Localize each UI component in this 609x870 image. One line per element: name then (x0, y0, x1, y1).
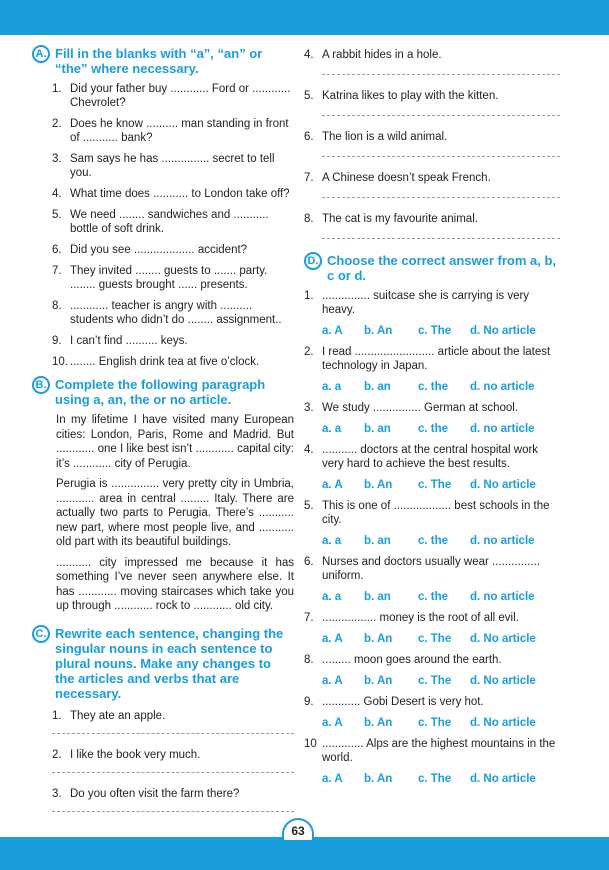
answer-option[interactable]: b. An (364, 633, 393, 645)
paragraph: ........... city impressed me because it has something I’ve never seen anywhere else. It has ............ moving staircases which take you up through ............ rock to ............ old city. (56, 556, 294, 612)
answer-option[interactable]: a. A (322, 479, 343, 491)
answer-option[interactable]: d. No article (470, 479, 536, 491)
item-number: 2. (304, 346, 314, 358)
list-item (304, 443, 560, 471)
answer-line[interactable] (322, 115, 560, 116)
answer-options (322, 674, 560, 688)
list-item (52, 152, 294, 180)
answer-option[interactable]: d. No article (470, 717, 536, 729)
item-number: 3. (52, 787, 62, 800)
answer-option[interactable]: d. No article (470, 633, 536, 645)
item-number: 2. (52, 748, 62, 761)
list-item (304, 653, 560, 667)
list-item (304, 345, 560, 373)
item-number: 4. (304, 444, 314, 456)
answer-options (322, 632, 560, 646)
answer-option[interactable]: b. An (364, 675, 393, 687)
list-item (304, 289, 560, 317)
section-a-list (32, 82, 294, 369)
section-b-title: Complete the following paragraph using a, an, the or no article. (55, 377, 266, 407)
answer-option[interactable]: d. no article (470, 423, 535, 435)
item-number: 1. (52, 709, 62, 722)
list-item (304, 695, 560, 709)
item-number: 3. (304, 402, 314, 414)
item-text: We study ............... German at school. (322, 402, 518, 414)
list-item (304, 171, 560, 185)
list-item (52, 187, 294, 201)
list-item (52, 748, 294, 762)
item-number: 10. (52, 356, 68, 368)
answer-option[interactable]: a. a (322, 591, 342, 603)
answer-option[interactable]: a. a (322, 381, 342, 393)
item-text: Do you often visit the farm there? (70, 787, 240, 800)
item-number: 8. (52, 300, 62, 312)
answer-option[interactable]: a. A (322, 325, 343, 337)
answer-option[interactable]: b. An (364, 325, 393, 337)
item-text: They invited ........ guests to ....... party. ........ guests brought ...... presents. (70, 265, 268, 291)
answer-line[interactable] (322, 156, 560, 157)
answer-options (322, 478, 560, 492)
item-number: 6. (304, 131, 314, 143)
answer-option[interactable]: c. The (418, 773, 452, 785)
item-number: 8. (304, 213, 314, 225)
section-c-list-right (304, 48, 560, 239)
list-item (304, 737, 560, 765)
answer-option[interactable]: a. A (322, 717, 343, 729)
section-c-list-left (32, 709, 294, 812)
list-item (52, 709, 294, 723)
section-b-badge: B. (32, 376, 50, 394)
section-d-list (304, 289, 560, 786)
item-text: I can’t find .......... keys. (70, 335, 188, 347)
item-number: 5. (52, 209, 62, 221)
answer-option[interactable]: a. A (322, 773, 343, 785)
item-number: 5. (304, 90, 314, 102)
item-text: I like the book very much. (70, 748, 201, 761)
item-text: I read ......................... article about the latest technology in Japan. (322, 346, 551, 372)
right-column (304, 48, 560, 793)
paragraph: In my lifetime I have visited many European cities: London, Paris, Rome and Madrid. But ............ one I like best isn’t ............ capital city: it’s ............ city of Perugia. (56, 414, 294, 470)
answer-line[interactable] (52, 811, 294, 812)
item-text: ......... moon goes around the earth. (322, 654, 502, 666)
answer-option[interactable]: b. an (364, 381, 391, 393)
answer-option[interactable]: d. no article (470, 381, 535, 393)
item-text: ............ teacher is angry with .......... students who didn’t do ........ assignment.. (70, 300, 282, 326)
answer-option[interactable]: b. an (364, 423, 391, 435)
item-text: ........ English drink tea at five o’clock. (70, 356, 260, 368)
list-item (304, 130, 560, 144)
list-item (304, 499, 560, 527)
section-c-title: Rewrite each sentence, changing the singular nouns in each sentence to plural nouns. Make any changes to the articles and verbs that are necessary. (55, 625, 284, 701)
answer-options (322, 772, 560, 786)
left-column (32, 46, 294, 826)
section-c-badge: C. (32, 625, 50, 643)
item-text: Nurses and doctors usually wear ............... uniform. (322, 556, 540, 582)
item-text: They ate an apple. (70, 709, 166, 722)
item-text: Sam says he has ............... secret to tell you. (70, 153, 275, 179)
answer-option[interactable]: c. The (418, 633, 452, 645)
answer-option[interactable]: b. An (364, 479, 393, 491)
answer-line[interactable] (322, 197, 560, 198)
section-b-heading (32, 377, 294, 407)
answer-options (322, 380, 560, 394)
item-text: ........... doctors at the central hospital work very hard to achieve the best results. (322, 444, 539, 470)
answer-option[interactable]: c. the (418, 381, 449, 393)
list-item (52, 264, 294, 292)
paragraph: Perugia is ............... very pretty city in Umbria, ............ area in central ......... Italy. There are actually two parts to Perugia. There’s ........... new part, where most people live, and ........... old part with its beautiful buildings. (56, 478, 294, 548)
section-a-title: Fill in the blanks with “a”, “an” or “the” where necessary. (55, 46, 263, 76)
item-number: 7. (52, 265, 62, 277)
section-d-title: Choose the correct answer from a, b, c or d. (327, 253, 557, 283)
item-number: 1. (52, 83, 62, 95)
answer-option[interactable]: d. no article (470, 535, 535, 547)
section-c-heading (32, 626, 294, 701)
item-number: 4. (52, 188, 62, 200)
answer-option[interactable]: d. No article (470, 773, 536, 785)
list-item (304, 611, 560, 625)
list-item (52, 787, 294, 801)
list-item (304, 89, 560, 103)
item-text: ............. Alps are the highest mountains in the world. (322, 738, 556, 764)
answer-options (322, 422, 560, 436)
item-number: 5. (304, 500, 314, 512)
answer-options (322, 324, 560, 338)
section-a-heading (32, 46, 294, 76)
answer-option[interactable]: c. The (418, 325, 452, 337)
list-item (52, 334, 294, 348)
answer-option[interactable]: c. the (418, 591, 449, 603)
item-number: 1. (304, 290, 314, 302)
answer-option[interactable]: b. An (364, 773, 393, 785)
section-d-badge: D. (304, 252, 322, 270)
list-item (52, 82, 294, 110)
item-text: Katrina likes to play with the kitten. (322, 90, 499, 102)
item-number: 10 (304, 738, 317, 750)
answer-option[interactable]: c. the (418, 423, 449, 435)
answer-option[interactable]: b. An (364, 717, 393, 729)
list-item (304, 401, 560, 415)
item-text: Did you see ................... accident? (70, 244, 248, 256)
item-number: 9. (52, 335, 62, 347)
item-text: A Chinese doesn’t speak French. (322, 172, 491, 184)
answer-option[interactable]: d. No article (470, 675, 536, 687)
item-text: The lion is a wild animal. (322, 131, 448, 143)
list-item (304, 555, 560, 583)
item-text: We need ........ sandwiches and ........... bottle of soft drink. (70, 209, 269, 235)
answer-option[interactable]: c. The (418, 479, 452, 491)
answer-options (322, 534, 560, 548)
answer-options (322, 590, 560, 604)
answer-line[interactable] (322, 238, 560, 239)
list-item (52, 208, 294, 236)
list-item (52, 355, 294, 369)
answer-line[interactable] (52, 772, 294, 773)
page-number: 63 (282, 818, 314, 840)
item-text: What time does ........... to London take off? (70, 188, 290, 200)
item-text: ............... suitcase she is carrying is very heavy. (322, 290, 530, 316)
section-a-badge: A. (32, 45, 50, 63)
section-d-heading (304, 253, 560, 283)
answer-option[interactable]: c. The (418, 675, 452, 687)
answer-option[interactable]: d. No article (470, 325, 536, 337)
item-number: 7. (304, 612, 314, 624)
item-text: Did your father buy ............ Ford or ............ Chevrolet? (70, 83, 291, 109)
top-banner (0, 0, 609, 35)
answer-option[interactable]: a. a (322, 423, 342, 435)
answer-line[interactable] (52, 733, 294, 734)
answer-option[interactable]: a. A (322, 675, 343, 687)
answer-options (322, 716, 560, 730)
item-text: This is one of .................. best schools in the city. (322, 500, 550, 526)
answer-option[interactable]: b. an (364, 535, 391, 547)
item-number: 6. (304, 556, 314, 568)
item-number: 3. (52, 153, 62, 165)
item-number: 7. (304, 172, 314, 184)
list-item (52, 243, 294, 257)
answer-option[interactable]: d. no article (470, 591, 535, 603)
list-item (304, 212, 560, 226)
list-item (52, 117, 294, 145)
list-item (304, 48, 560, 62)
item-number: 9. (304, 696, 314, 708)
list-item (52, 299, 294, 327)
item-number: 8. (304, 654, 314, 666)
answer-option[interactable]: a. a (322, 535, 342, 547)
item-text: ............ Gobi Desert is very hot. (322, 696, 484, 708)
item-text: Does he know .......... man standing in front of ........... bank? (70, 118, 289, 144)
item-text: ................. money is the root of all evil. (322, 612, 519, 624)
answer-line[interactable] (322, 74, 560, 75)
answer-option[interactable]: a. A (322, 633, 343, 645)
item-text: A rabbit hides in a hole. (322, 49, 442, 61)
answer-option[interactable]: c. the (418, 535, 449, 547)
item-text: The cat is my favourite animal. (322, 213, 478, 225)
item-number: 2. (52, 118, 62, 130)
item-number: 6. (52, 244, 62, 256)
item-number: 4. (304, 49, 314, 61)
answer-option[interactable]: c. The (418, 717, 452, 729)
answer-option[interactable]: b. an (364, 591, 391, 603)
